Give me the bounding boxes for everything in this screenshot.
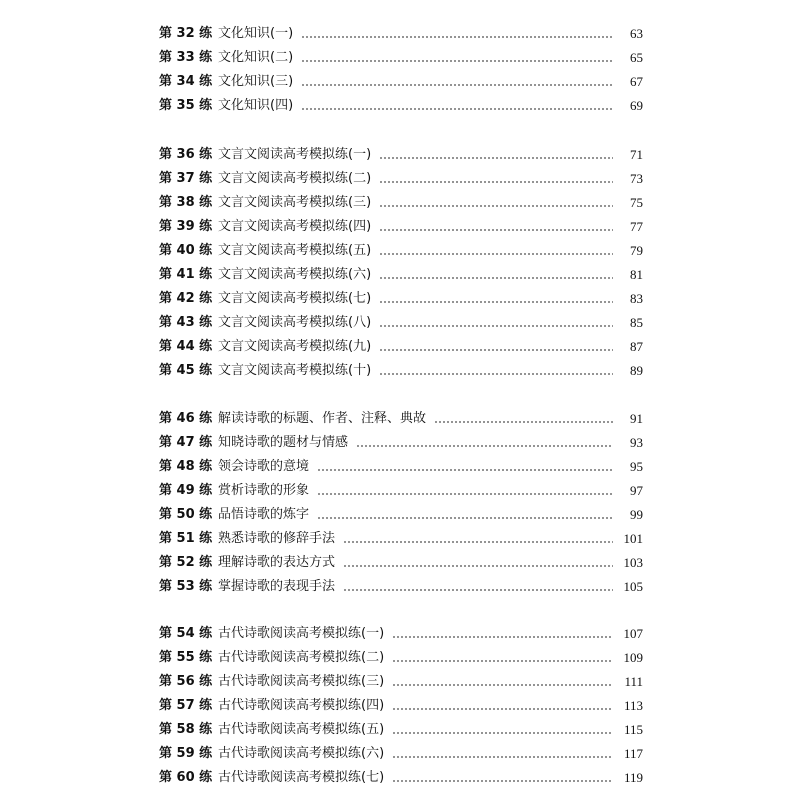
page-number: 111 xyxy=(624,674,643,689)
dot-leader xyxy=(317,517,613,519)
page-number: 91 xyxy=(630,411,643,426)
toc-entry[interactable] xyxy=(159,239,643,263)
exercise-title: 古代诗歌阅读高考模拟练(六) xyxy=(218,746,385,761)
toc-entry[interactable] xyxy=(159,551,643,575)
page-number: 71 xyxy=(630,147,643,162)
page-number: 115 xyxy=(623,722,643,737)
dot-leader xyxy=(434,421,613,423)
exercise-title: 文化知识(四) xyxy=(218,98,294,113)
page-number: 67 xyxy=(630,74,643,89)
toc-entry[interactable] xyxy=(159,359,643,383)
toc-entry[interactable] xyxy=(159,143,643,167)
toc-entry[interactable] xyxy=(159,215,643,239)
exercise-title: 文言文阅读高考模拟练(三) xyxy=(218,195,372,210)
exercise-title: 赏析诗歌的形象 xyxy=(218,483,310,498)
dot-leader xyxy=(379,325,613,327)
page-number: 93 xyxy=(630,435,643,450)
exercise-number: 第 38 练 xyxy=(159,195,213,210)
exercise-title: 古代诗歌阅读高考模拟练(七) xyxy=(218,770,385,785)
toc-entry[interactable] xyxy=(159,311,643,335)
exercise-title: 文言文阅读高考模拟练(八) xyxy=(218,315,372,330)
page-number: 77 xyxy=(630,219,643,234)
toc-entry[interactable] xyxy=(159,766,643,790)
dot-leader xyxy=(301,36,613,38)
dot-leader xyxy=(317,469,613,471)
exercise-number: 第 43 练 xyxy=(159,315,213,330)
page-number: 107 xyxy=(623,626,643,641)
exercise-number: 第 52 练 xyxy=(159,555,213,570)
exercise-number: 第 53 练 xyxy=(159,579,213,594)
page-number: 83 xyxy=(630,291,643,306)
exercise-number: 第 44 练 xyxy=(159,339,213,354)
page-number: 65 xyxy=(630,50,643,65)
exercise-title: 文化知识(二) xyxy=(218,50,294,65)
toc-entry[interactable] xyxy=(159,670,643,694)
toc-entry[interactable] xyxy=(159,575,643,599)
exercise-title: 文言文阅读高考模拟练(十) xyxy=(218,363,372,378)
toc-entry[interactable] xyxy=(159,742,643,766)
exercise-number: 第 46 练 xyxy=(159,411,213,426)
exercise-number: 第 49 练 xyxy=(159,483,213,498)
exercise-number: 第 36 练 xyxy=(159,147,213,162)
exercise-title: 文言文阅读高考模拟练(六) xyxy=(218,267,372,282)
toc-entry[interactable] xyxy=(159,718,643,742)
exercise-number: 第 34 练 xyxy=(159,74,213,89)
exercise-title: 文言文阅读高考模拟练(四) xyxy=(218,219,372,234)
exercise-title: 文言文阅读高考模拟练(五) xyxy=(218,243,372,258)
dot-leader xyxy=(379,373,613,375)
exercise-number: 第 42 练 xyxy=(159,291,213,306)
exercise-number: 第 50 练 xyxy=(159,507,213,522)
exercise-title: 文言文阅读高考模拟练(二) xyxy=(218,171,372,186)
exercise-number: 第 60 练 xyxy=(159,770,213,785)
exercise-number: 第 37 练 xyxy=(159,171,213,186)
toc-entry[interactable] xyxy=(159,622,643,646)
exercise-title: 领会诗歌的意境 xyxy=(218,459,310,474)
dot-leader xyxy=(379,205,613,207)
exercise-title: 古代诗歌阅读高考模拟练(一) xyxy=(218,626,385,641)
exercise-title: 品悟诗歌的炼字 xyxy=(218,507,310,522)
page-number: 95 xyxy=(630,459,643,474)
dot-leader xyxy=(392,780,613,782)
exercise-title: 文化知识(三) xyxy=(218,74,294,89)
exercise-title: 文言文阅读高考模拟练(九) xyxy=(218,339,372,354)
toc-entry[interactable] xyxy=(159,503,643,527)
dot-leader xyxy=(356,445,613,447)
dot-leader xyxy=(392,708,613,710)
dot-leader xyxy=(379,157,613,159)
exercise-number: 第 51 练 xyxy=(159,531,213,546)
page-number: 109 xyxy=(623,650,643,665)
dot-leader xyxy=(301,60,613,62)
page-number: 85 xyxy=(630,315,643,330)
page-number: 97 xyxy=(630,483,643,498)
page-number: 119 xyxy=(623,770,643,785)
page-number: 99 xyxy=(630,507,643,522)
exercise-title: 熟悉诗歌的修辞手法 xyxy=(218,531,336,546)
dot-leader xyxy=(392,756,613,758)
dot-leader xyxy=(379,181,613,183)
page-number: 87 xyxy=(630,339,643,354)
toc-entry[interactable] xyxy=(159,527,643,551)
exercise-title: 掌握诗歌的表现手法 xyxy=(218,579,336,594)
dot-leader xyxy=(379,349,613,351)
toc-entry[interactable] xyxy=(159,46,643,70)
exercise-number: 第 41 练 xyxy=(159,267,213,282)
exercise-title: 文化知识(一) xyxy=(218,26,294,41)
dot-leader xyxy=(301,108,613,110)
toc-entry[interactable] xyxy=(159,191,643,215)
toc-entry[interactable] xyxy=(159,431,643,455)
page-number: 69 xyxy=(630,98,643,113)
exercise-title: 古代诗歌阅读高考模拟练(三) xyxy=(218,674,385,689)
page-number: 101 xyxy=(623,531,643,546)
toc-entry[interactable] xyxy=(159,167,643,191)
dot-leader xyxy=(392,660,613,662)
page-number: 105 xyxy=(623,579,643,594)
toc-entry[interactable] xyxy=(159,70,643,94)
dot-leader xyxy=(379,277,613,279)
exercise-number: 第 54 练 xyxy=(159,626,213,641)
dot-leader xyxy=(301,84,613,86)
dot-leader xyxy=(343,589,613,591)
exercise-number: 第 48 练 xyxy=(159,459,213,474)
exercise-number: 第 45 练 xyxy=(159,363,213,378)
exercise-title: 古代诗歌阅读高考模拟练(二) xyxy=(218,650,385,665)
exercise-number: 第 56 练 xyxy=(159,674,213,689)
dot-leader xyxy=(379,253,613,255)
toc-entry[interactable] xyxy=(159,335,643,359)
exercise-number: 第 59 练 xyxy=(159,746,213,761)
page-number: 89 xyxy=(630,363,643,378)
toc-entry[interactable] xyxy=(159,455,643,479)
exercise-title: 文言文阅读高考模拟练(七) xyxy=(218,291,372,306)
exercise-number: 第 57 练 xyxy=(159,698,213,713)
dot-leader xyxy=(379,301,613,303)
page-number: 113 xyxy=(623,698,643,713)
exercise-number: 第 35 练 xyxy=(159,98,213,113)
page-number: 117 xyxy=(623,746,643,761)
dot-leader xyxy=(379,229,613,231)
toc-entry[interactable] xyxy=(159,22,643,46)
page-number: 103 xyxy=(623,555,643,570)
dot-leader xyxy=(392,732,613,734)
exercise-number: 第 55 练 xyxy=(159,650,213,665)
exercise-number: 第 32 练 xyxy=(159,26,213,41)
page-number: 75 xyxy=(630,195,643,210)
toc-entry[interactable] xyxy=(159,263,643,287)
dot-leader xyxy=(343,565,613,567)
dot-leader xyxy=(317,493,613,495)
toc-entry[interactable] xyxy=(159,407,643,431)
dot-leader xyxy=(392,684,613,686)
page-number: 63 xyxy=(630,26,643,41)
exercise-number: 第 40 练 xyxy=(159,243,213,258)
exercise-number: 第 47 练 xyxy=(159,435,213,450)
toc-entry[interactable] xyxy=(159,646,643,670)
page-number: 81 xyxy=(630,267,643,282)
toc-entry[interactable] xyxy=(159,694,643,718)
toc-entry[interactable] xyxy=(159,479,643,503)
exercise-number: 第 33 练 xyxy=(159,50,213,65)
page-number: 73 xyxy=(630,171,643,186)
exercise-title: 解读诗歌的标题、作者、注释、典故 xyxy=(218,411,427,426)
exercise-title: 古代诗歌阅读高考模拟练(五) xyxy=(218,722,385,737)
dot-leader xyxy=(392,636,613,638)
exercise-title: 知晓诗歌的题材与情感 xyxy=(218,435,349,450)
page-number: 79 xyxy=(630,243,643,258)
exercise-title: 文言文阅读高考模拟练(一) xyxy=(218,147,372,162)
toc-entry[interactable] xyxy=(159,94,643,118)
toc-entry[interactable] xyxy=(159,287,643,311)
exercise-number: 第 39 练 xyxy=(159,219,213,234)
exercise-title: 理解诗歌的表达方式 xyxy=(218,555,336,570)
exercise-title: 古代诗歌阅读高考模拟练(四) xyxy=(218,698,385,713)
dot-leader xyxy=(343,541,613,543)
exercise-number: 第 58 练 xyxy=(159,722,213,737)
